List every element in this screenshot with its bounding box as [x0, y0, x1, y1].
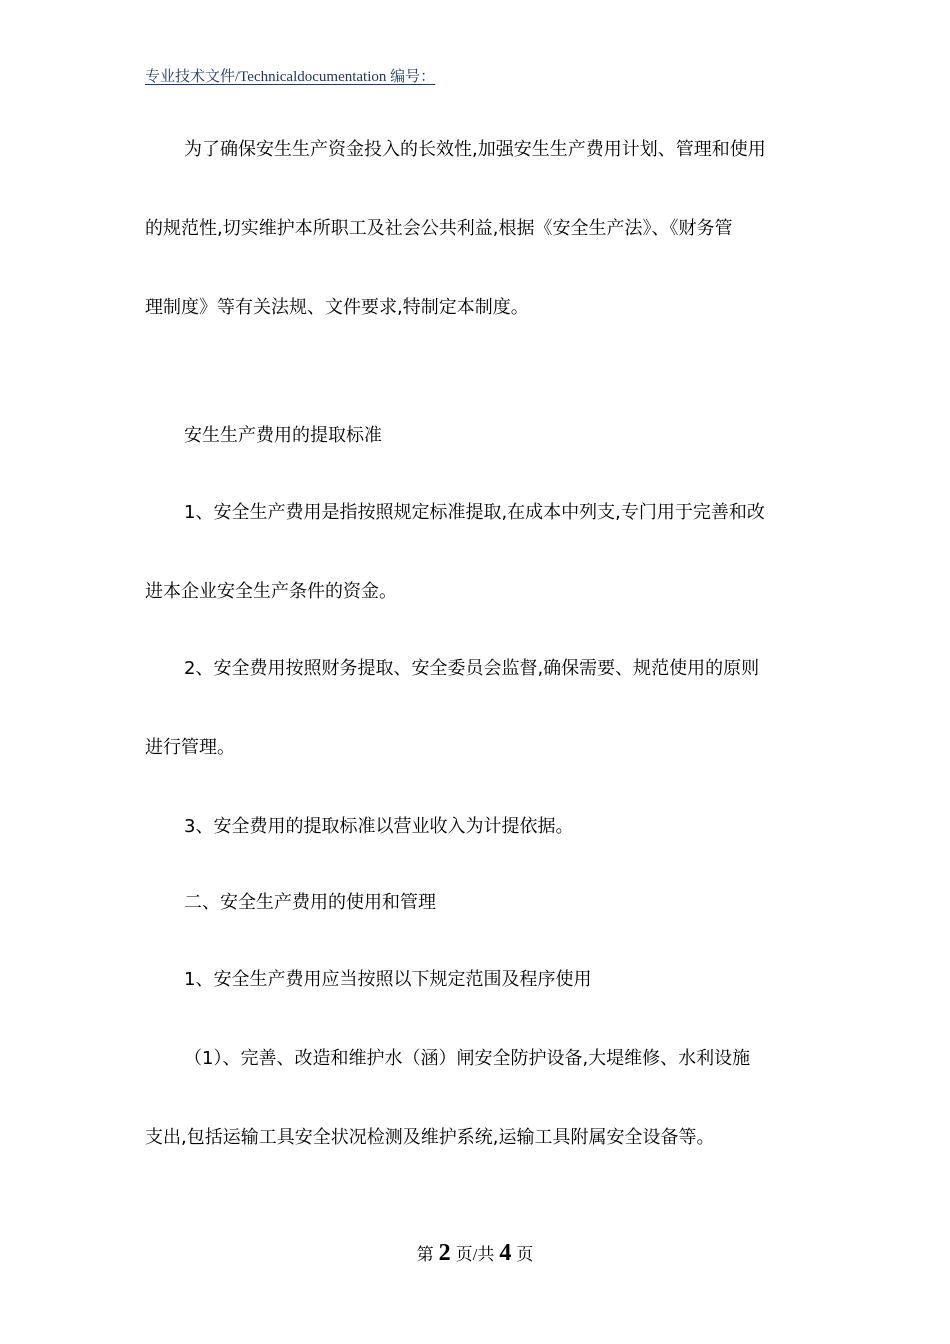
section-heading: 安生生产费用的提取标准: [184, 425, 382, 446]
total-pages-number: 4: [499, 1240, 512, 1266]
document-header: 专业技术文件/Technicaldocumentation 编号：: [145, 69, 436, 85]
body-line: 1、安全生产费用应当按照以下规定范围及程序使用: [184, 969, 592, 990]
body-line: （1）、完善、改造和维护水（涵）闸安全防护设备,大堤维修、水利设施: [184, 1048, 751, 1069]
footer-suffix: 页: [516, 1245, 534, 1264]
footer-middle: 页/共: [455, 1245, 495, 1264]
body-line: 1、安全生产费用是指按照规定标准提取,在成本中列支,专门用于完善和改: [184, 502, 765, 523]
body-line: 进本企业安全生产条件的资金。: [145, 581, 397, 602]
body-line: 2、安全费用按照财务提取、安全委员会监督,确保需要、规范使用的原则: [184, 658, 760, 679]
body-line: 支出,包括运输工具安全状况检测及维护系统,运输工具附属安全设备等。: [145, 1127, 715, 1148]
footer-prefix: 第: [416, 1245, 434, 1264]
body-line: 进行管理。: [145, 737, 235, 758]
body-line: 3、安全费用的提取标准以营业收入为计提依据。: [184, 816, 574, 837]
section-heading: 二、安全生产费用的使用和管理: [184, 892, 436, 913]
body-line: 的规范性,切实维护本所职工及社会公共利益,根据《安全生产法》、《财务管: [145, 218, 733, 239]
body-line: 理制度》等有关法规、文件要求,特制定本制度。: [145, 297, 529, 318]
current-page-number: 2: [438, 1240, 451, 1266]
body-line: 为了确保安生生产资金投入的长效性,加强安生生产费用计划、管理和使用: [184, 139, 766, 160]
page-footer: [0, 1238, 950, 1270]
